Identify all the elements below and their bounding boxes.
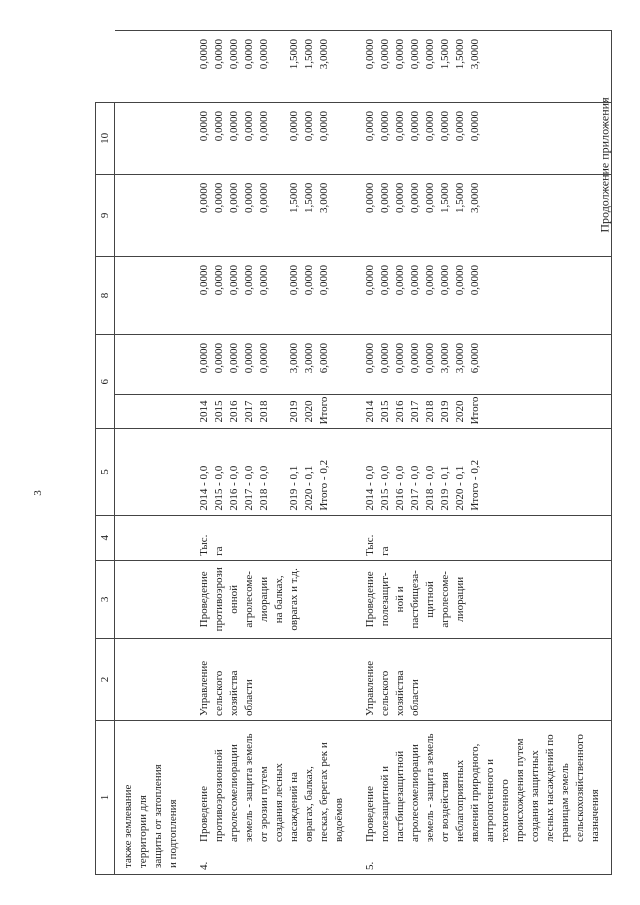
activity-line: на балках, — [273, 575, 285, 624]
col7-line: 0,0000 — [258, 264, 270, 296]
executor-line: области — [409, 679, 421, 716]
activity-line: ной и — [394, 586, 406, 613]
empty-cell — [115, 102, 190, 174]
header-cell-9: 9 — [96, 174, 115, 256]
table-header-row — [96, 31, 115, 875]
measure-name-line: создания защитных — [529, 750, 541, 842]
col10-line: 3,0000 — [318, 39, 330, 70]
col6a-line: Итого — [318, 396, 330, 425]
col6a-line: 2016 — [394, 400, 406, 423]
col10-cell — [355, 31, 612, 103]
col9-line: 0,0000 — [394, 110, 406, 142]
col5-line: 2018 - 0,0 — [424, 465, 436, 511]
continuation-title-text: Продолжение приложения — [597, 97, 612, 233]
col9-line: 0,0000 — [424, 110, 436, 142]
col5-line: Итого - 0,2 — [318, 459, 330, 511]
activity-line: полезащит- — [379, 572, 391, 627]
activity-line: Проведение — [198, 571, 210, 628]
col9-line: 0,0000 — [469, 110, 481, 142]
continuation-line: защиты от затопления — [152, 764, 164, 868]
activity-line: щитной — [424, 581, 436, 618]
col8-line: 0,0000 — [243, 182, 255, 214]
activity-line: Проведение — [364, 571, 376, 628]
col7-cell — [189, 256, 355, 334]
activity-line: агролесоме- — [439, 571, 451, 628]
measure-name-line: насаждений на — [288, 772, 300, 842]
col5-line: 2017 - 0,0 — [409, 465, 421, 511]
measure-name-line: происхождения путем — [514, 738, 526, 842]
measure-name-line: от эрозии путем — [258, 766, 270, 842]
col7-line: 0,0000 — [228, 264, 240, 296]
rotated-table-wrapper — [95, 30, 601, 875]
col10-line: 3,0000 — [469, 39, 481, 70]
col7-line: 0,0000 — [469, 264, 481, 296]
col5-line: 2014 - 0,0 — [198, 465, 210, 511]
unit-line: га — [213, 546, 225, 556]
col6b-line: 0,0000 — [228, 342, 240, 374]
col7-line: 0,0000 — [439, 264, 451, 296]
col7-cell — [355, 256, 612, 334]
col9-line: 0,0000 — [228, 110, 240, 142]
measure-name-line: противоэрозионной — [213, 749, 225, 842]
table-row — [355, 31, 612, 875]
period-values-cell — [189, 429, 355, 515]
col9-cell — [355, 102, 612, 174]
col10-line: 0,0000 — [364, 39, 376, 70]
col6b-line: 6,0000 — [469, 342, 481, 374]
col6a-line: 2019 — [288, 400, 300, 423]
total-cell — [355, 334, 612, 394]
executor-cell — [355, 638, 612, 720]
col10-line: 0,0000 — [258, 39, 270, 70]
col8-line: 0,0000 — [424, 182, 436, 214]
empty-cell — [115, 515, 190, 560]
header-cell-3: 3 — [96, 560, 115, 638]
col5-line: 2014 - 0,0 — [364, 465, 376, 511]
col8-line: 3,0000 — [318, 182, 330, 214]
measure-name-line: техногенного — [499, 779, 511, 842]
activity-line: онной — [228, 585, 240, 614]
measure-name-line: создания лесных — [273, 763, 285, 842]
col5-line: 2018 - 0,0 — [258, 465, 270, 511]
measure-name-line: полезащитной и — [379, 765, 391, 842]
col5-line: Итого - 0,2 — [469, 459, 481, 511]
col8-cell — [189, 174, 355, 256]
col8-line: 1,5000 — [288, 182, 300, 214]
col10-line: 1,5000 — [439, 39, 451, 70]
col6b-line: 3,0000 — [454, 342, 466, 374]
header-cell-10: 10 — [96, 102, 115, 174]
col6a-line: 2017 — [409, 400, 421, 423]
col9-line: 0,0000 — [364, 110, 376, 142]
col10-line: 1,5000 — [288, 39, 300, 70]
empty-cell — [115, 394, 190, 429]
empty-cell — [115, 638, 190, 720]
measure-name-line: лесных насаждений по — [544, 734, 556, 842]
measure-name-line: от воздействия — [439, 772, 451, 842]
col6b-line: 3,0000 — [439, 342, 451, 374]
line-gap — [272, 183, 287, 252]
col7-line: 0,0000 — [364, 264, 376, 296]
measure-name-line: границам земель — [559, 763, 571, 842]
activity-line: лиорации — [454, 576, 466, 622]
col10-cell — [189, 31, 355, 103]
measure-name-line: агролесомелиорации — [409, 744, 421, 842]
activity-cell — [189, 560, 355, 638]
col8-line: 0,0000 — [394, 182, 406, 214]
executor-line: хозяйства — [228, 670, 240, 716]
col10-line: 0,0000 — [409, 39, 421, 70]
page-number: 3 — [32, 490, 44, 496]
col7-line: 0,0000 — [288, 264, 300, 296]
header-cell-8: 8 — [96, 256, 115, 334]
activity-line: агролесоме- — [243, 571, 255, 628]
continuation-line: территории для — [137, 795, 149, 868]
col8-line: 1,5000 — [303, 182, 315, 214]
col6b-line: 0,0000 — [364, 342, 376, 374]
col6a-line: 2017 — [243, 400, 255, 423]
col10-line: 0,0000 — [228, 39, 240, 70]
continuation-row — [115, 31, 190, 875]
col10-line: 0,0000 — [424, 39, 436, 70]
measure-name-cell — [355, 721, 612, 875]
year-cell — [355, 394, 612, 429]
measure-name-line: назначения — [589, 789, 601, 842]
col6b-line: 0,0000 — [198, 342, 210, 374]
col7-line: 0,0000 — [243, 264, 255, 296]
header-cell-4: 4 — [96, 515, 115, 560]
col8-line: 0,0000 — [258, 182, 270, 214]
empty-cell — [115, 256, 190, 334]
col10-line: 0,0000 — [379, 39, 391, 70]
unit-line: Тыс. — [364, 534, 376, 556]
measure-name-line: земель - защита земель — [424, 733, 436, 842]
measure-name-cell — [189, 721, 355, 875]
col6a-line: 2014 — [198, 400, 210, 423]
measure-name-line: песках, берегах рек и — [318, 742, 330, 842]
col7-line: 0,0000 — [198, 264, 210, 296]
unit-line: Тыс. — [198, 534, 210, 556]
executor-line: хозяйства — [394, 670, 406, 716]
col8-line: 0,0000 — [364, 182, 376, 214]
col9-line: 0,0000 — [288, 110, 300, 142]
col6a-line: 2014 — [364, 400, 376, 423]
col10-line: 0,0000 — [243, 39, 255, 70]
col7-line: 0,0000 — [454, 264, 466, 296]
col10-line: 0,0000 — [394, 39, 406, 70]
col8-line: 0,0000 — [213, 182, 225, 214]
col9-line: 0,0000 — [258, 110, 270, 142]
line-gap — [272, 433, 287, 510]
row-number: 4. — [198, 861, 210, 870]
col6a-line: 2018 — [424, 400, 436, 423]
col7-line: 0,0000 — [394, 264, 406, 296]
continuation-text-cell — [115, 721, 190, 875]
activity-line: пастбищеза- — [409, 570, 421, 629]
col5-line: 2016 - 0,0 — [394, 465, 406, 511]
activity-line: противоэрози — [213, 567, 225, 632]
col9-line: 0,0000 — [213, 110, 225, 142]
line-gap — [272, 265, 287, 330]
col9-cell — [189, 102, 355, 174]
total-cell — [189, 334, 355, 394]
header-cell-6: 6 — [96, 334, 115, 428]
executor-line: Управление — [198, 660, 210, 716]
empty-cell — [115, 334, 190, 394]
col10-line: 1,5000 — [303, 39, 315, 70]
executor-line: Управление — [364, 660, 376, 716]
col7-line: 0,0000 — [303, 264, 315, 296]
line-gap — [272, 343, 287, 390]
year-cell — [189, 394, 355, 429]
col5-line: 2017 - 0,0 — [243, 465, 255, 511]
col8-line: 1,5000 — [454, 182, 466, 214]
col8-line: 1,5000 — [439, 182, 451, 214]
measure-name — [363, 734, 603, 842]
activity-line: оврагах и т.д. — [288, 568, 300, 631]
executor-line: сельского — [379, 670, 391, 716]
appendix-table — [95, 30, 612, 875]
measure-name-line: явлений природного, — [469, 743, 481, 842]
row-number: 5. — [364, 861, 376, 870]
line-gap — [272, 399, 287, 425]
col6a-line: Итого — [469, 396, 481, 425]
measure-name-line: водоёмов — [333, 798, 345, 842]
col6b-line: 0,0000 — [258, 342, 270, 374]
col8-line: 3,0000 — [469, 182, 481, 214]
unit-line: га — [379, 546, 391, 556]
col8-line: 0,0000 — [228, 182, 240, 214]
executor-cell — [189, 638, 355, 720]
table-row — [189, 31, 355, 875]
period-values-cell — [355, 429, 612, 515]
col10-line: 0,0000 — [213, 39, 225, 70]
col5-line: 2016 - 0,0 — [228, 465, 240, 511]
col5-line: 2015 - 0,0 — [379, 465, 391, 511]
executor-line: сельского — [213, 670, 225, 716]
col8-cell — [355, 174, 612, 256]
table-body — [115, 31, 612, 875]
col9-line: 0,0000 — [303, 110, 315, 142]
col7-line: 0,0000 — [409, 264, 421, 296]
col5-line: 2020 - 0,1 — [303, 465, 315, 511]
continuation-line: также землевание — [122, 784, 134, 868]
header-cell-5: 5 — [96, 429, 115, 515]
col10-line: 1,5000 — [454, 39, 466, 70]
col10-line: 0,0000 — [198, 39, 210, 70]
col6b-line: 0,0000 — [394, 342, 406, 374]
col9-line: 0,0000 — [379, 110, 391, 142]
measure-name-line: неблагоприятных — [454, 759, 466, 842]
col6a-line: 2015 — [213, 400, 225, 423]
col9-line: 0,0000 — [439, 110, 451, 142]
col6b-line: 6,0000 — [318, 342, 330, 374]
activity-line: лиорации — [258, 576, 270, 622]
empty-cell — [115, 31, 190, 103]
measure-name-line: Проведение — [364, 786, 376, 842]
col8-line: 0,0000 — [198, 182, 210, 214]
measure-name-line: земель - защита земель — [243, 733, 255, 842]
col7-line: 0,0000 — [318, 264, 330, 296]
col8-line: 0,0000 — [409, 182, 421, 214]
header-cell-1: 1 — [96, 721, 115, 875]
col7-line: 0,0000 — [379, 264, 391, 296]
col5-line: 2019 - 0,1 — [439, 465, 451, 511]
empty-cell — [115, 174, 190, 256]
col6b-line: 0,0000 — [213, 342, 225, 374]
unit-cell — [355, 515, 612, 560]
col9-line: 0,0000 — [318, 110, 330, 142]
col6b-line: 0,0000 — [243, 342, 255, 374]
col6b-line: 0,0000 — [409, 342, 421, 374]
col6b-line: 3,0000 — [303, 342, 315, 374]
measure-name-line: агролесомелиорации — [228, 744, 240, 842]
measure-name — [197, 734, 347, 842]
col6a-line: 2018 — [258, 400, 270, 423]
col5-line: 2020 - 0,1 — [454, 465, 466, 511]
col6b-line: 3,0000 — [288, 342, 300, 374]
col6a-line: 2016 — [228, 400, 240, 423]
col8-line: 0,0000 — [379, 182, 391, 214]
col9-line: 0,0000 — [409, 110, 421, 142]
col6a-line: 2020 — [454, 400, 466, 423]
col5-line: 2015 - 0,0 — [213, 465, 225, 511]
col7-line: 0,0000 — [424, 264, 436, 296]
measure-name-line: сельскохозяйственного — [574, 734, 586, 842]
measure-name-line: оврагах, балках, — [303, 766, 315, 842]
col5-line: 2019 - 0,1 — [288, 465, 300, 511]
col9-line: 0,0000 — [454, 110, 466, 142]
col6a-line: 2020 — [303, 400, 315, 423]
line-gap — [272, 111, 287, 170]
unit-cell — [189, 515, 355, 560]
activity-cell — [355, 560, 612, 638]
col6b-line: 0,0000 — [379, 342, 391, 374]
header-cell-2: 2 — [96, 638, 115, 720]
empty-cell — [115, 429, 190, 515]
executor-line: области — [243, 679, 255, 716]
measure-name-line: антропогенного и — [484, 759, 496, 842]
measure-name-line: Проведение — [198, 786, 210, 842]
col9-line: 0,0000 — [198, 110, 210, 142]
line-gap — [272, 39, 287, 98]
measure-name-line: пастбищезащитной — [394, 750, 406, 842]
continuation-line: и подтопления — [167, 799, 179, 868]
col9-line: 0,0000 — [243, 110, 255, 142]
col6b-line: 0,0000 — [424, 342, 436, 374]
empty-cell — [115, 560, 190, 638]
col6a-line: 2019 — [439, 400, 451, 423]
col7-line: 0,0000 — [213, 264, 225, 296]
col6a-line: 2015 — [379, 400, 391, 423]
